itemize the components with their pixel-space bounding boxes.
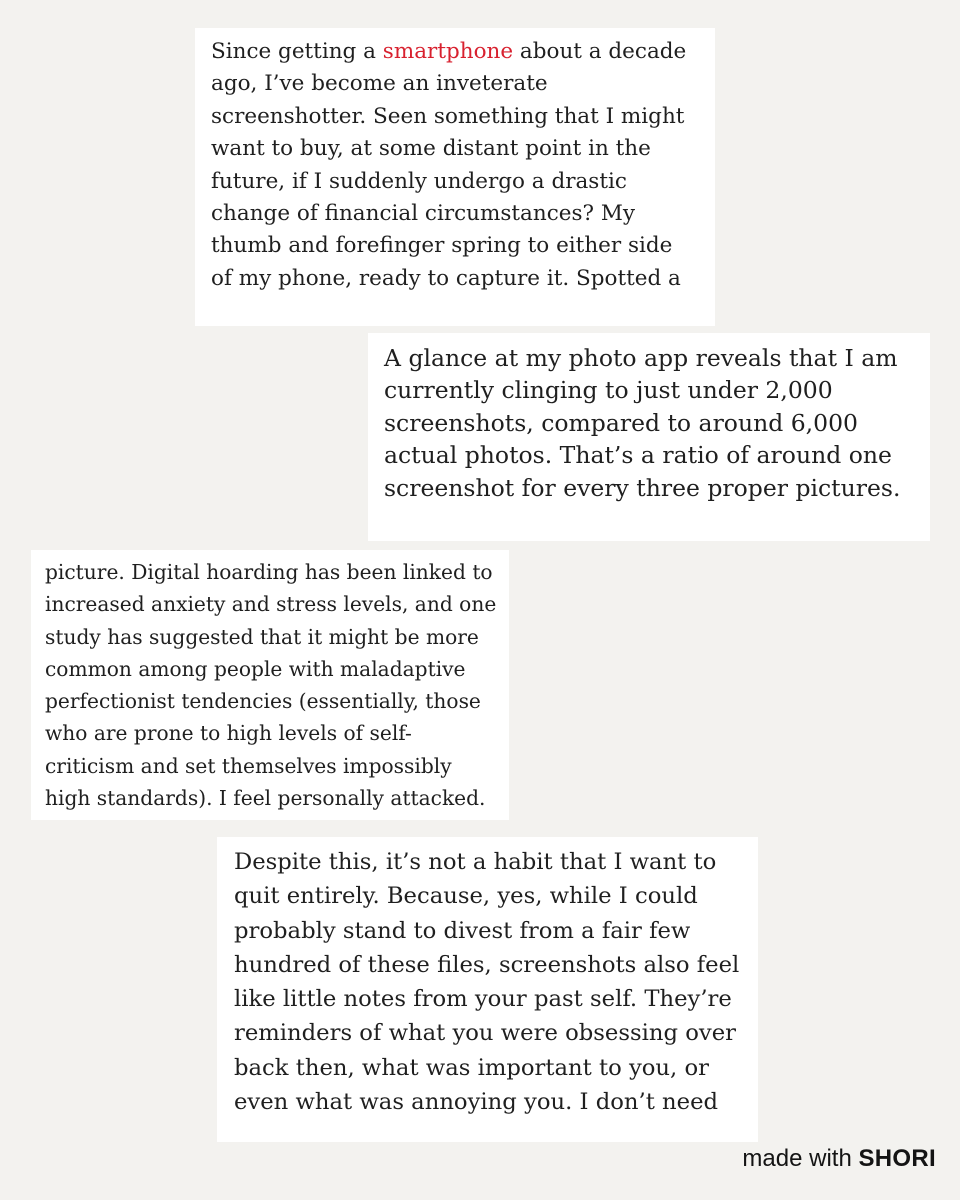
watermark-brand: SHORI [858, 1145, 936, 1172]
excerpt-line: thumb and forefinger spring to either side [211, 233, 673, 259]
excerpt-line: change of financial circumstances? My [211, 201, 636, 227]
excerpt-line: A glance at my photo app reveals that I am [384, 344, 898, 372]
excerpt-line: Despite this, it’s not a habit that I want to [234, 849, 717, 875]
excerpt-line: like little notes from your past self. They’re [234, 986, 732, 1013]
excerpt-line: reminders of what you were obsessing over [234, 1020, 736, 1047]
excerpt-line: hundred of these files, screenshots also feel [234, 951, 740, 978]
excerpt-clip-2 [368, 333, 930, 541]
excerpt-line: high standards). I feel personally attacked. [45, 786, 486, 811]
excerpt-line: even what was annoying you. I don’t need [234, 1089, 719, 1116]
excerpt-line: want to buy, at some distant point in the [211, 136, 651, 162]
excerpt-line: screenshot for every three proper pictures. [384, 473, 901, 502]
excerpt-line: screenshotter. Seen something that I might [211, 103, 685, 129]
excerpt-line: of my phone, ready to capture it. Spotted a [211, 265, 681, 291]
excerpt-line: criticism and set themselves impossibly [45, 753, 452, 778]
excerpt-line: future, if I suddenly undergo a drastic [211, 168, 627, 194]
watermark-prefix: made with [742, 1145, 859, 1172]
excerpt-clip-4 [217, 837, 758, 1142]
excerpt-paragraph [234, 845, 758, 1119]
excerpt-paragraph [384, 342, 930, 504]
excerpt-clip-1 [195, 28, 715, 326]
excerpt-line: who are prone to high levels of self- [45, 721, 412, 746]
made-with-watermark [742, 1145, 936, 1173]
excerpt-line: study has suggested that it might be more [45, 624, 479, 649]
excerpt-line: increased anxiety and stress levels, and one [45, 592, 497, 617]
excerpt-line: back then, what was important to you, or [234, 1054, 709, 1081]
excerpt-line: common among people with maladaptive [45, 656, 466, 681]
excerpt-paragraph [211, 36, 715, 295]
excerpt-clip-3 [31, 550, 509, 820]
excerpt-line: actual photos. That’s a ratio of around one [384, 441, 892, 470]
excerpt-line: ago, I’ve become an inveterate [211, 71, 548, 97]
excerpt-line: perfectionist tendencies (essentially, those [45, 689, 481, 714]
excerpt-line: picture. Digital hoarding has been linked to [45, 560, 493, 584]
excerpt-line: currently clinging to just under 2,000 [384, 376, 833, 405]
excerpt-line: probably stand to divest from a fair few [234, 917, 691, 944]
excerpt-line: quit entirely. Because, yes, while I could [234, 883, 698, 910]
excerpt-line: Since getting a smartphone about a decade [211, 39, 687, 64]
excerpt-line: screenshots, compared to around 6,000 [384, 408, 859, 437]
smartphone-link[interactable]: smartphone [382, 39, 514, 64]
excerpt-paragraph [45, 556, 509, 814]
